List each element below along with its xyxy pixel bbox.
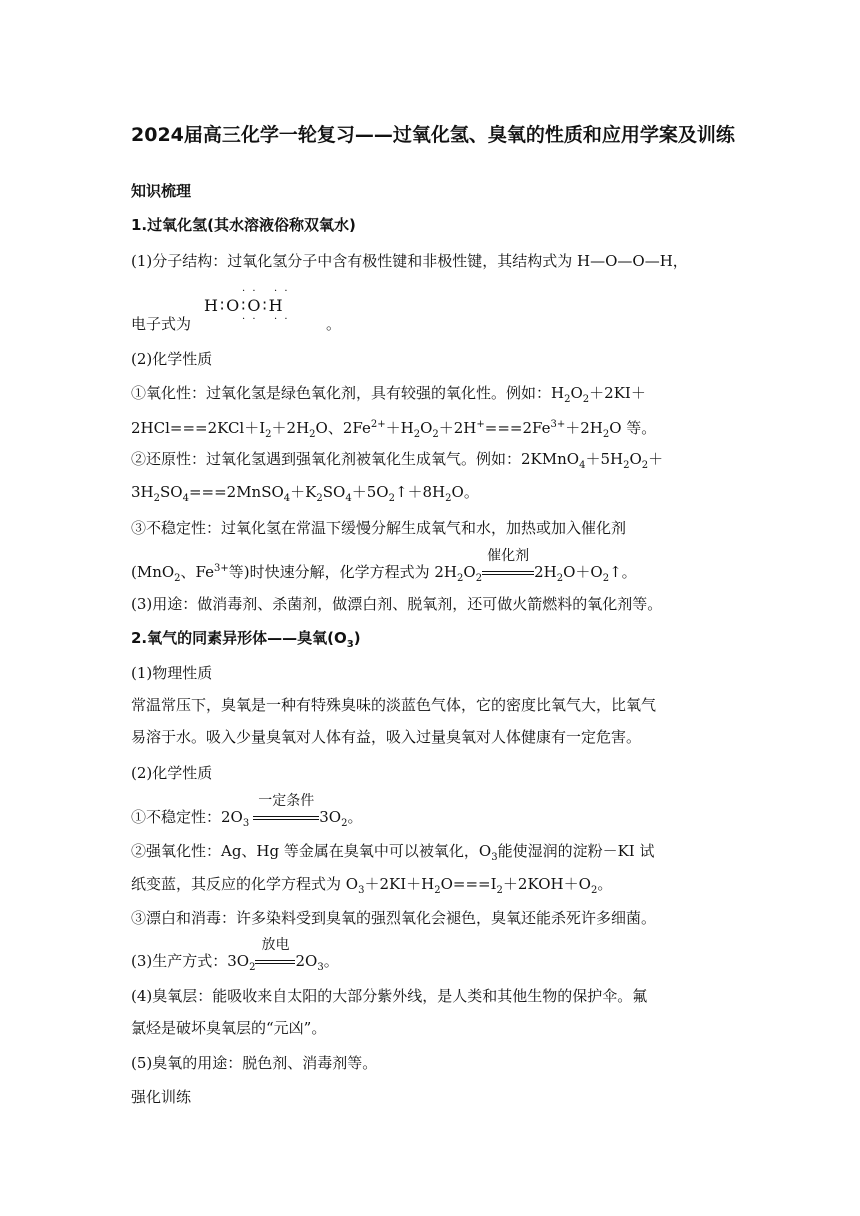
ozone-unstable: ①不稳定性：$2O_3$ 一定条件 $3O_2$。 — [131, 806, 743, 835]
ozone-layer-line1: (4)臭氧层：能吸收来自太阳的大部分紫外线，是人类和其他生物的保护伞。氟 — [131, 987, 648, 1005]
h2o2-unstable-line1: ③不稳定性：过氧化氢在常温下缓慢分解生成氧气和水，加热或加入催化剂 — [131, 519, 627, 537]
ozone-phys-line1: 常温常压下，臭氧是一种有特殊臭味的淡蓝色气体，它的密度比氧气大，比氧气 — [131, 696, 657, 714]
h2o2-reducing-line1: ②还原性：过氧化氢遇到强氧化剂被氧化生成氧气。例如：$2KMnO_4+5H_2O_2+$ — [131, 450, 664, 471]
h2o2-oxidizing-line2: $2HCl===2KCl+I_2+2H_2O$、$2Fe^{2+}+H_2O_2+2H^+===2Fe^{3+}+2H_2O$ 等。 — [131, 419, 657, 440]
h2o2-structure-line1: (1)分子结构：过氧化氢分子中含有极性键和非极性键，其结构式为 H—O—O—H， — [131, 252, 688, 270]
h2o2-unstable-line2: (MnO$_2$、$Fe^{3+}$等)时快速分解，化学方程式为 $2H_2O_2$ 催化剂 $2H_2O+O_2↑$。 — [131, 558, 743, 590]
electron-formula: · · · · H∶O∶O∶H · · · · — [204, 286, 290, 325]
h2o2-oxidizing-line1: ①氧化性：过氧化氢是绿色氧化剂，具有较强的氧化性。例如：$H_2O_2+2KI+$ — [131, 384, 646, 405]
ozone-phys-line2: 易溶于水。吸入少量臭氧对人体有益，吸入过量臭氧对人体健康有一定危害。 — [131, 728, 642, 746]
electron-formula-label: 电子式为 — [131, 315, 192, 333]
section-heading-training: 强化训练 — [131, 1088, 192, 1106]
h2o2-uses: (3)用途：做消毒剂、杀菌剂，做漂白剂、脱氧剂，还可做火箭燃料的氧化剂等。 — [131, 595, 663, 613]
h2o2-reducing-line2: $3H_2SO_4===2MnSO_4+K_2SO_4+5O_2↑+8H_2O$。 — [131, 483, 479, 504]
h2o2-heading: 1.过氧化氢(其水溶液俗称双氧水) — [131, 216, 356, 234]
page-title: 2024届高三化学一轮复习——过氧化氢、臭氧的性质和应用学案及训练 — [131, 124, 735, 146]
section-heading-knowledge: 知识梳理 — [131, 182, 192, 200]
ozone-bleach: ③漂白和消毒：许多染料受到臭氧的强烈氧化会褪色，臭氧还能杀死许多细菌。 — [131, 909, 657, 927]
discharge-condition: 放电 — [261, 937, 290, 953]
ozone-strong-line1: ②强氧化性：Ag、Hg 等金属在臭氧中可以被氧化，$O_3$能使湿润的淀粉－KI 试 — [131, 842, 655, 863]
ozone-phys-heading: (1)物理性质 — [131, 664, 213, 682]
ozone-condition: 一定条件 — [258, 793, 315, 809]
ozone-heading: 2.氧气的同素异形体——臭氧$(O_3)$ — [131, 629, 361, 650]
h2o2-chem-heading: (2)化学性质 — [131, 350, 213, 368]
ozone-layer-line2: 氯烃是破坏臭氧层的“元凶”。 — [131, 1019, 327, 1037]
electron-formula-period: 。 — [326, 315, 342, 333]
ozone-uses: (5)臭氧的用途：脱色剂、消毒剂等。 — [131, 1054, 378, 1072]
ozone-strong-line2: 纸变蓝，其反应的化学方程式为 $O_3+2KI+H_2O===I_2+2KOH+O_2$。 — [131, 875, 613, 896]
ozone-production: (3)生产方式：$3O_2$ 放电 $2O_3$。 — [131, 950, 743, 979]
ozone-chem-heading: (2)化学性质 — [131, 764, 213, 782]
catalyst-condition: 催化剂 — [487, 548, 530, 564]
electron-formula-text: H∶O∶O∶H — [204, 296, 285, 315]
